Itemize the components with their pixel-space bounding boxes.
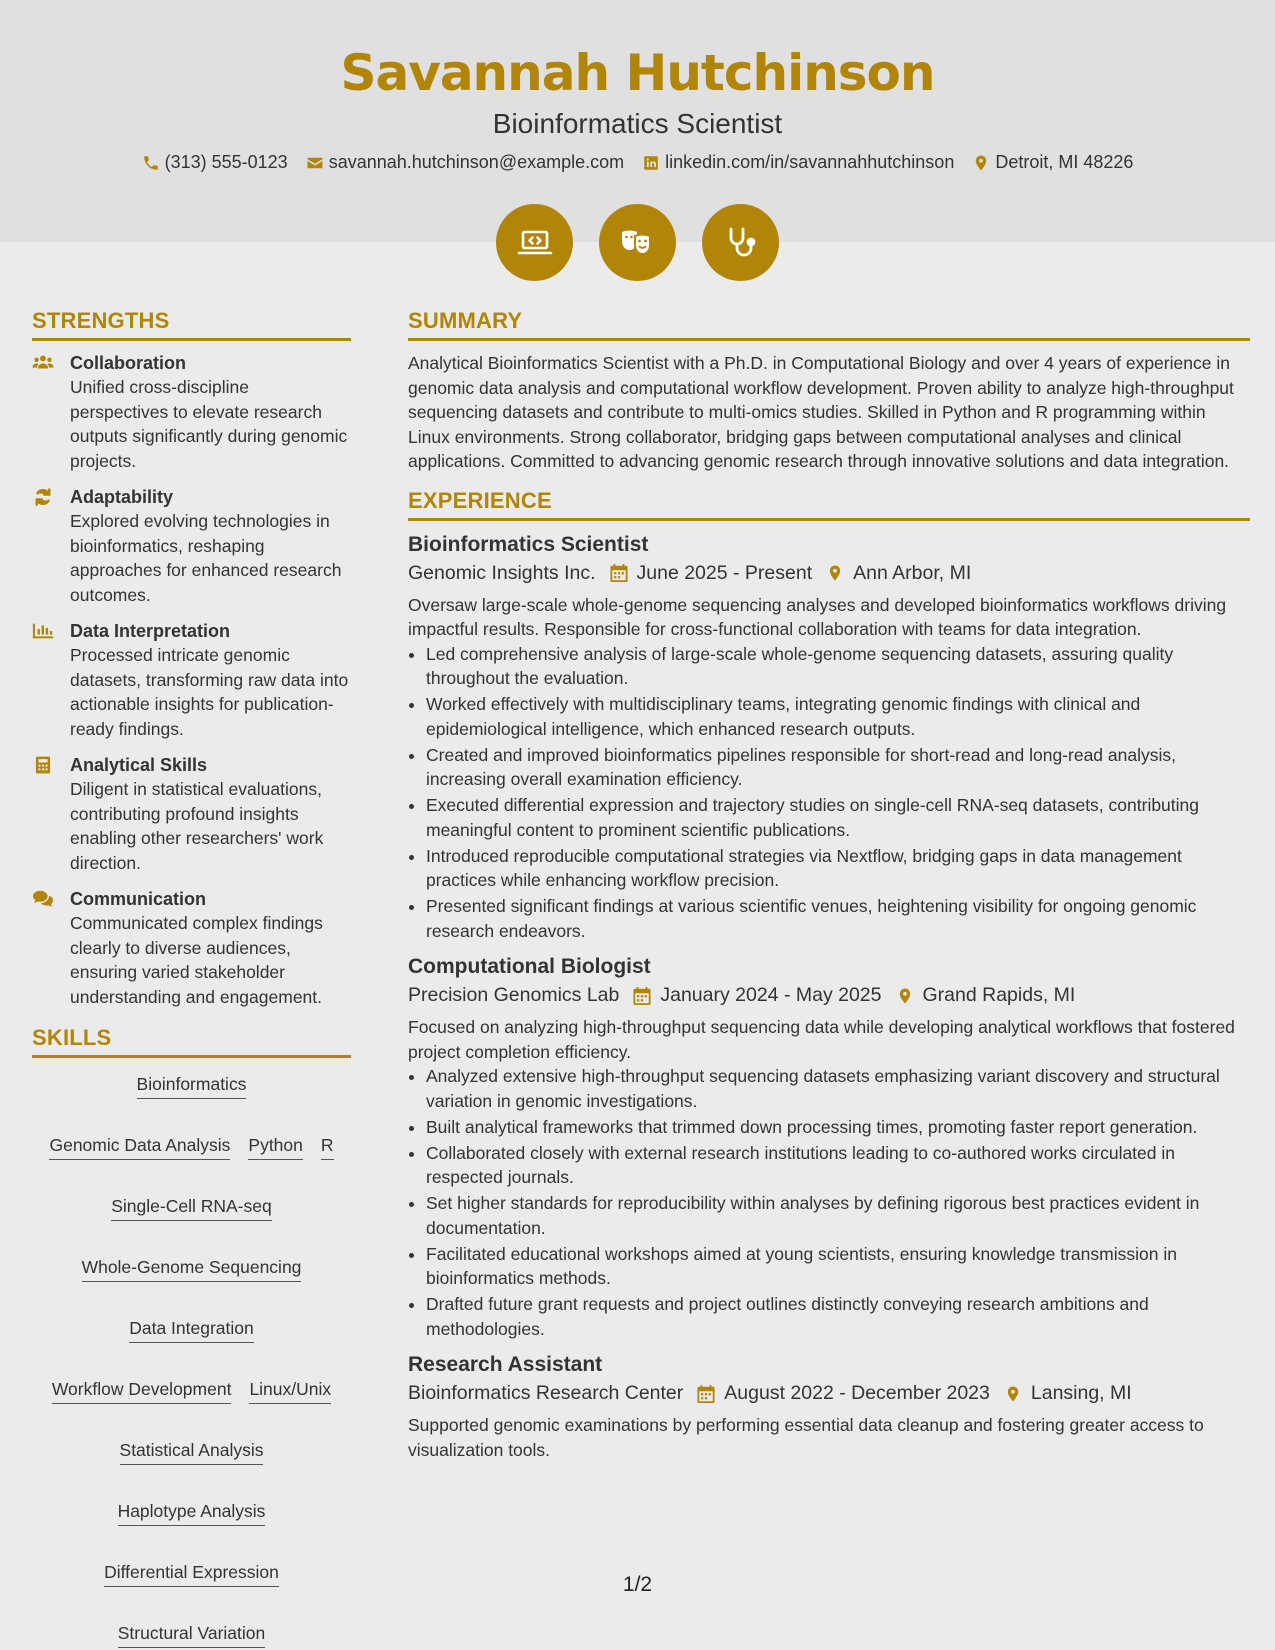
chart-bar-icon bbox=[32, 621, 54, 641]
interest-badges bbox=[0, 204, 1275, 281]
envelope-icon bbox=[306, 154, 324, 172]
job-bullets bbox=[426, 1064, 1250, 1341]
laptop-code-badge bbox=[496, 204, 573, 281]
job-entry bbox=[408, 953, 1250, 1341]
linkedin-text: linkedin.com/in/savannahhutchinson bbox=[665, 152, 955, 172]
skill-tag: Bioinformatics bbox=[137, 1074, 247, 1099]
calendar-icon bbox=[633, 986, 651, 1006]
bullet-item: • Presented significant findings at various scientific venues, heightening visibility for ongoing genomic research endeavors. bbox=[426, 894, 1250, 943]
strength-desc: Explored evolving technologies in bioinformatics, reshaping approaches for enhanced research outcomes. bbox=[70, 511, 342, 605]
map-marker-icon bbox=[896, 986, 914, 1006]
strength-name: Analytical Skills bbox=[70, 755, 208, 775]
strength-desc: Unified cross-discipline perspectives to elevate research outputs significantly during genomic projects. bbox=[70, 377, 348, 471]
theater-masks-badge bbox=[599, 204, 676, 281]
left-column bbox=[32, 308, 351, 1648]
skill-tag: Linux/Unix bbox=[249, 1379, 331, 1404]
contact-linkedin[interactable] bbox=[642, 152, 954, 173]
stethoscope-badge bbox=[702, 204, 779, 281]
contact-location bbox=[972, 152, 1133, 173]
skill-tag: Python bbox=[248, 1135, 302, 1160]
stethoscope-icon bbox=[721, 223, 761, 263]
job-role: Computational Biologist bbox=[408, 955, 651, 978]
job-meta bbox=[408, 984, 1250, 1007]
job-role: Research Assistant bbox=[408, 1353, 603, 1376]
job-location: Ann Arbor, MI bbox=[853, 561, 972, 584]
job-company: Genomic Insights Inc. bbox=[408, 561, 596, 584]
right-column bbox=[408, 308, 1250, 1472]
users-icon bbox=[32, 353, 54, 373]
summary-text: Analytical Bioinformatics Scientist with a Ph.D. in Computational Biology and over 4 years of experience in genomic data analysis and computational workflow development. Proven ability to analyze high-throughput sequencing datasets and contribute to multi-omics studies. Skilled in Python and R programming within Linux environments. Strong collaborator, bridging gaps between computational analyses and clinical applications. Committed to advancing genomic research through innovative solutions and data integration. bbox=[408, 353, 1234, 471]
job-meta bbox=[408, 1382, 1250, 1405]
skill-tag: Single-Cell RNA-seq bbox=[111, 1196, 271, 1221]
job-role: Bioinformatics Scientist bbox=[408, 532, 649, 556]
contact-email[interactable] bbox=[306, 152, 624, 173]
strength-item bbox=[32, 619, 351, 741]
page-indicator: 1/2 bbox=[622, 1573, 653, 1596]
strength-desc: Processed intricate genomic datasets, transforming raw data into actionable insights for publication-ready findings. bbox=[70, 645, 349, 739]
skill-tag: R bbox=[321, 1135, 334, 1160]
map-marker-icon bbox=[826, 563, 844, 583]
job-dates: January 2024 - May 2025 bbox=[660, 984, 882, 1006]
job-dates: June 2025 - Present bbox=[636, 561, 813, 584]
bullet-item: • Created and improved bioinformatics pipelines responsible for short-read and long-read analysis, increasing overall examination efficiency. bbox=[426, 743, 1250, 792]
job-description: Supported genomic examinations by performing essential data cleanup and fostering greater access to visualization tools. bbox=[408, 1415, 1204, 1460]
strength-desc: Diligent in statistical evaluations, contributing profound insights enabling other researchers' work direction. bbox=[70, 779, 324, 873]
skills-list bbox=[32, 1068, 351, 1648]
comments-icon bbox=[32, 889, 54, 909]
location-text: Detroit, MI 48226 bbox=[995, 152, 1134, 172]
job-meta bbox=[408, 562, 1250, 585]
calendar-icon bbox=[697, 1384, 715, 1404]
skills-heading: SKILLS bbox=[32, 1025, 351, 1058]
strengths-heading: STRENGTHS bbox=[32, 308, 351, 341]
calculator-icon bbox=[32, 755, 54, 775]
strength-name: Collaboration bbox=[70, 353, 186, 373]
strength-item bbox=[32, 887, 351, 1009]
strength-name: Data Interpretation bbox=[70, 621, 231, 641]
job-entry bbox=[408, 1351, 1250, 1462]
strength-item bbox=[32, 351, 351, 473]
contact-phone[interactable] bbox=[142, 152, 288, 173]
summary-heading: SUMMARY bbox=[408, 308, 1250, 341]
strength-name: Communication bbox=[70, 889, 207, 909]
theater-masks-icon bbox=[618, 223, 658, 263]
skill-tag: Haplotype Analysis bbox=[118, 1501, 266, 1526]
bullet-item: • Set higher standards for reproducibility within analyses by defining rigorous best practices evident in documentation. bbox=[426, 1191, 1250, 1240]
bullet-item: • Drafted future grant requests and project outlines distinctly conveying research ambitions and methodologies. bbox=[426, 1292, 1250, 1341]
job-location: Grand Rapids, MI bbox=[922, 984, 1076, 1006]
bullet-item: • Worked effectively with multidisciplinary teams, integrating genomic findings with clinical and epidemiological intelligence, which enhanced research outputs. bbox=[426, 692, 1250, 741]
sync-icon bbox=[32, 487, 54, 507]
linkedin-icon bbox=[642, 154, 660, 172]
job-description: Oversaw large-scale whole-genome sequencing analyses and developed bioinformatics workflows driving impactful results. Responsible for cross-functional collaboration with teams for data integration. bbox=[408, 594, 1227, 639]
map-marker-icon bbox=[1004, 1384, 1022, 1404]
map-marker-icon bbox=[972, 154, 990, 172]
strength-desc: Communicated complex findings clearly to diverse audiences, ensuring varied stakeholder understanding and engagement. bbox=[70, 913, 323, 1007]
bullet-item: • Executed differential expression and trajectory studies on single-cell RNA-seq datasets, contributing meaningful content to prominent scientific publications. bbox=[426, 793, 1250, 842]
skill-tag: Workflow Development bbox=[52, 1379, 232, 1404]
strength-name: Adaptability bbox=[70, 487, 174, 507]
job-bullets bbox=[426, 642, 1250, 944]
phone-text: (313) 555-0123 bbox=[164, 152, 288, 172]
bullet-item: • Built analytical frameworks that trimmed down processing times, promoting faster report generation. bbox=[426, 1115, 1250, 1140]
job-description: Focused on analyzing high-throughput sequencing data while developing analytical workflows that fostered project completion efficiency. bbox=[408, 1017, 1235, 1062]
candidate-name: Savannah Hutchinson bbox=[340, 44, 935, 102]
laptop-code-icon bbox=[515, 223, 555, 263]
contact-bar bbox=[0, 152, 1275, 173]
calendar-icon bbox=[610, 563, 628, 583]
skill-tag: Genomic Data Analysis bbox=[49, 1135, 230, 1160]
skill-tag: Statistical Analysis bbox=[120, 1440, 264, 1465]
skill-tag: Structural Variation bbox=[118, 1623, 266, 1648]
bullet-item: • Introduced reproducible computational strategies via Nextflow, bridging gaps in data management practices while enhancing workflow precision. bbox=[426, 844, 1250, 893]
phone-icon bbox=[142, 154, 160, 172]
bullet-item: • Analyzed extensive high-throughput sequencing datasets emphasizing variant discovery and structural variation in genomic investigations. bbox=[426, 1064, 1250, 1113]
candidate-title: Bioinformatics Scientist bbox=[492, 108, 783, 139]
skill-tag: Data Integration bbox=[129, 1318, 254, 1343]
email-text: savannah.hutchinson@example.com bbox=[328, 152, 625, 172]
bullet-item: • Led comprehensive analysis of large-scale whole-genome sequencing datasets, assuring quality throughout the evaluation. bbox=[426, 642, 1250, 691]
skill-tag: Differential Expression bbox=[104, 1562, 279, 1587]
job-entry bbox=[408, 531, 1250, 944]
job-location: Lansing, MI bbox=[1030, 1382, 1132, 1404]
job-company: Bioinformatics Research Center bbox=[408, 1382, 684, 1404]
job-company: Precision Genomics Lab bbox=[408, 984, 620, 1006]
bullet-item: • Collaborated closely with external research institutions leading to co-authored works circulated in respected journals. bbox=[426, 1141, 1250, 1190]
strength-item bbox=[32, 753, 351, 875]
strength-item bbox=[32, 485, 351, 607]
experience-heading: EXPERIENCE bbox=[408, 488, 1250, 521]
skill-tag: Whole-Genome Sequencing bbox=[82, 1257, 302, 1282]
job-dates: August 2022 - December 2023 bbox=[724, 1382, 990, 1404]
bullet-item: • Facilitated educational workshops aimed at young scientists, ensuring knowledge transmission in bioinformatics methods. bbox=[426, 1242, 1250, 1291]
